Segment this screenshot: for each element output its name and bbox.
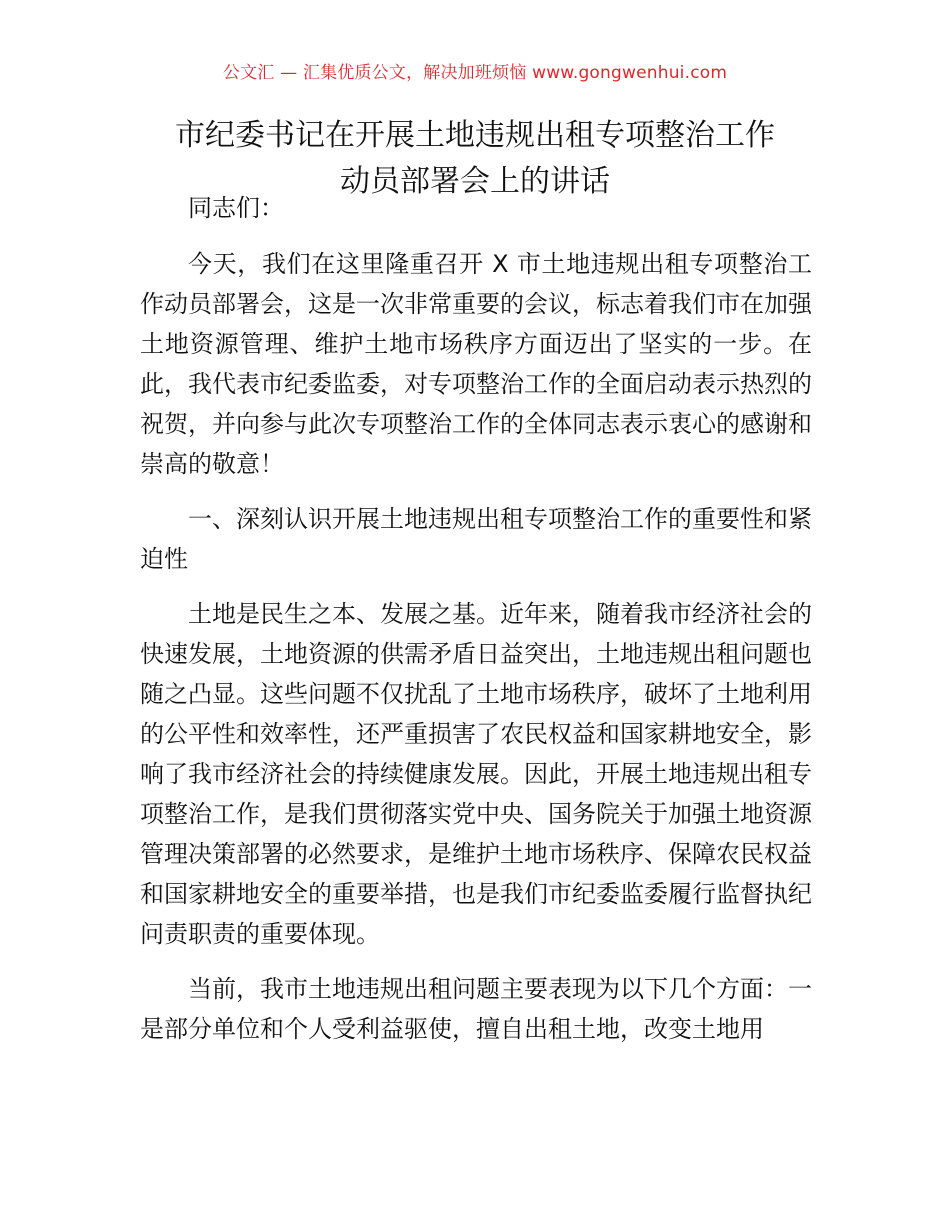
paragraph-importance: 土地是民生之本、发展之基。近年来，随着我市经济社会的快速发展，土地资源的供需矛盾日益突出，土地违规出租问题也随之凸显。这些问题不仅扰乱了土地市场秩序，破坏了土地利用的公平性和效率性，还严重损害了农民权益和国家耕地安全，影响了我市经济社会的持续健康发展。因此，开展土地违规出租专项整治工作，是我们贯彻落实党中央、国务院关于加强土地资源管理决策部署的必然要求，是维护土地市场秩序、保障农民权益和国家耕地安全的重要举措，也是我们市纪委监委履行监督执纪问责职责的重要体现。 — [140, 600, 812, 948]
document-body — [140, 188, 812, 1064]
title-line-1: 市纪委书记在开展土地违规出租专项整治工作 — [175, 118, 775, 153]
paragraph-opening: 今天，我们在这里隆重召开 X 市土地违规出租专项整治工作动员部署会，这是一次非常重要的会议，标志着我们市在加强土地资源管理、维护土地市场秩序方面迈出了坚实的一步。在此，我代表市纪委监委，对专项整治工作的全面启动表示热烈的祝贺，并向参与此次专项整治工作的全体同志表示衷心的感谢和崇高的敬意！ — [140, 250, 812, 478]
section-heading-1: 一、深刻认识开展土地违规出租专项整治工作的重要性和紧迫性 — [140, 505, 812, 573]
title-line-2: 动员部署会上的讲话 — [340, 164, 610, 199]
header-banner: 公文汇 — 汇集优质公文，解决加班烦恼 www.gongwenhui.com — [222, 63, 728, 83]
paragraph-current-issues: 当前，我市土地违规出租问题主要表现为以下几个方面：一是部分单位和个人受利益驱使，擅自出租土地，改变土地用 — [140, 975, 812, 1043]
salutation: 同志们： — [188, 194, 284, 222]
